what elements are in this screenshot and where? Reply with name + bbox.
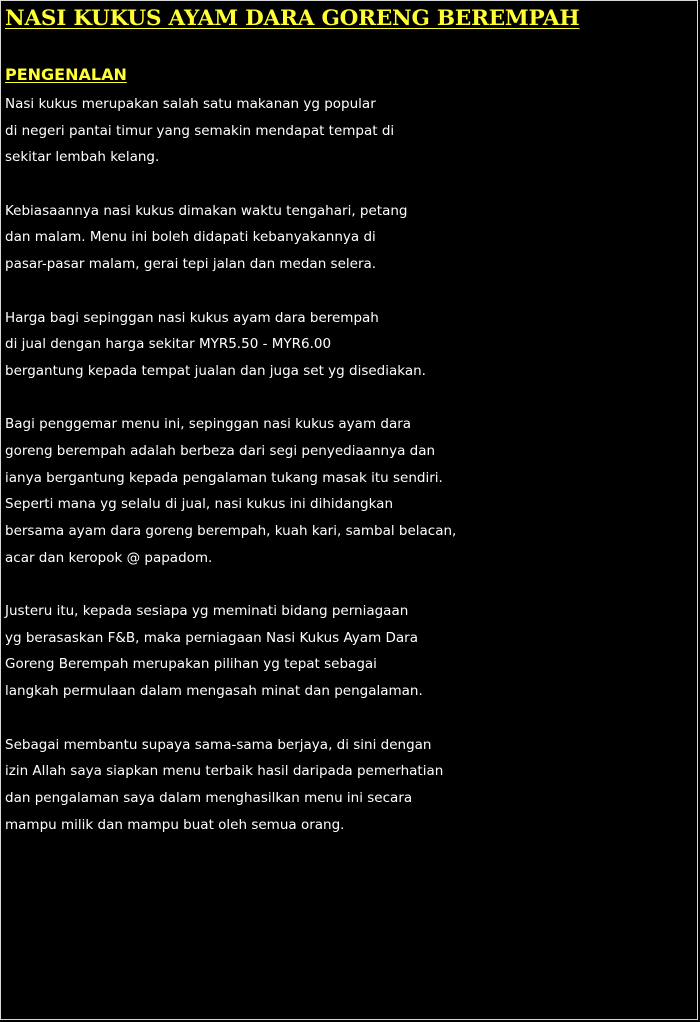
text-line: dan pengalaman saya dalam menghasilkan menu ini secara	[5, 789, 413, 806]
text-line: goreng berempah adalah berbeza dari segi penyediaannya dan	[5, 442, 436, 459]
section-heading-pengenalan: PENGENALAN	[5, 65, 127, 84]
text-line: Harga bagi sepinggan nasi kukus ayam dara berempah	[5, 309, 379, 326]
text-line: sekitar lembah kelang.	[5, 149, 160, 166]
paragraph	[5, 198, 685, 278]
paragraph	[5, 732, 685, 839]
text-line: di jual dengan harga sekitar MYR5.50 - MYR6.00	[5, 336, 332, 353]
text-line: Kebiasaannya nasi kukus dimakan waktu tengahari, petang	[5, 202, 408, 219]
text-line: izin Allah saya siapkan menu terbaik hasil daripada pemerhatian	[5, 763, 444, 780]
text-line: pasar-pasar malam, gerai tepi jalan dan medan selera.	[5, 256, 377, 273]
text-line: Sebagai membantu supaya sama-sama berjaya, di sini dengan	[5, 736, 432, 753]
text-line: bersama ayam dara goreng berempah, kuah kari, sambal belacan,	[5, 523, 457, 539]
text-line: acar dan keropok @ papadom.	[5, 549, 213, 566]
text-line: bergantung kepada tempat jualan dan juga set yg disediakan.	[5, 362, 426, 379]
text-line: Goreng Berempah merupakan pilihan yg tepat sebagai	[5, 656, 377, 673]
text-line: langkah permulaan dalam mengasah minat dan pengalaman.	[5, 683, 423, 700]
article-body	[5, 91, 685, 865]
paragraph	[5, 305, 685, 385]
paragraph	[5, 411, 685, 571]
text-line: mampu milik dan mampu buat oleh semua orang.	[5, 816, 345, 833]
text-line: Justeru itu, kepada sesiapa yg meminati bidang perniagaan	[5, 603, 409, 620]
paragraph	[5, 91, 685, 171]
text-line: Seperti mana yg selalu di jual, nasi kukus ini dihidangkan	[5, 496, 394, 513]
text-line: ianya bergantung kepada pengalaman tukang masak itu sendiri.	[5, 469, 443, 486]
article-title: NASI KUKUS AYAM DARA GORENG BEREMPAH	[5, 6, 580, 31]
paragraph	[5, 598, 685, 705]
text-line: Nasi kukus merupakan salah satu makanan yg popular	[5, 96, 376, 112]
text-line: di negeri pantai timur yang semakin mendapat tempat di	[5, 122, 395, 139]
text-line: yg berasaskan F&B, maka perniagaan Nasi Kukus Ayam Dara	[5, 629, 419, 646]
text-line: dan malam. Menu ini boleh didapati kebanyakannya di	[5, 229, 376, 246]
text-line: Bagi penggemar menu ini, sepinggan nasi kukus ayam dara	[5, 416, 412, 433]
